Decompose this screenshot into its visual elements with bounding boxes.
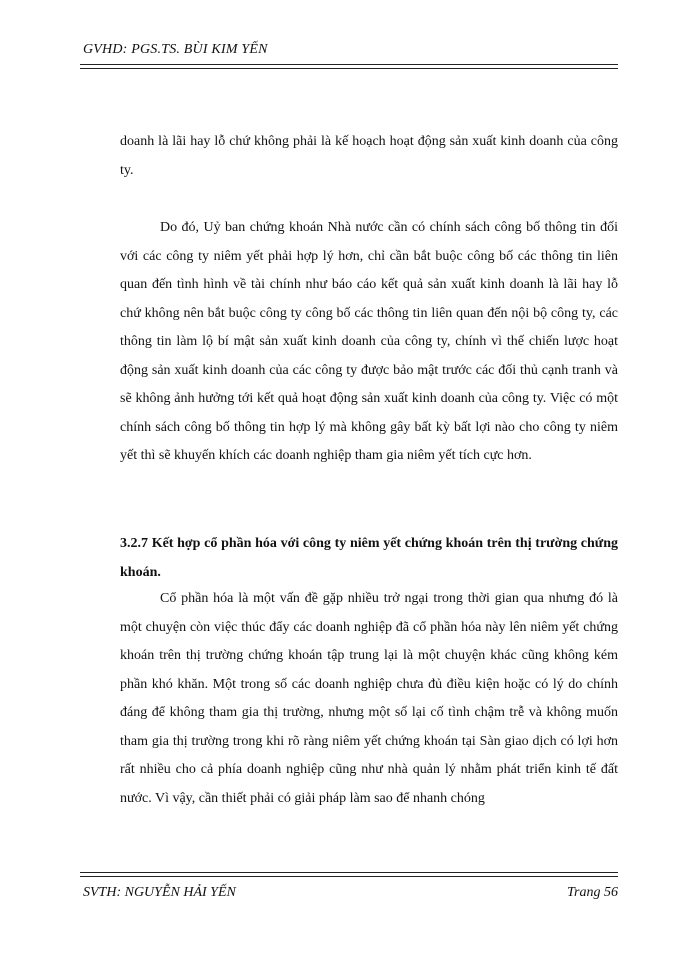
page-header-advisor: GVHD: PGS.TS. BÙI KIM YẾN bbox=[83, 42, 268, 57]
footer-student: SVTH: NGUYỄN HẢI YẾN bbox=[83, 885, 236, 900]
section-heading-3-2-7: 3.2.7 Kết hợp cổ phần hóa với công ty niêm yết chứng khoán trên thị trường chứng khoán. bbox=[120, 536, 618, 580]
footer-divider bbox=[80, 872, 618, 877]
footer-page-number: Trang 56 bbox=[567, 885, 618, 900]
header-divider bbox=[80, 64, 618, 69]
paragraph-disclosure-policy: Do đó, Uỷ ban chứng khoán Nhà nước cần có chính sách công bố thông tin đối với các công ty niêm yết phải hợp lý hơn, chỉ cần bắt buộc công bố các thông tin liên quan đến tình hình về tài chính như báo cáo kết quả sản xuất kinh doanh là lãi hay lỗ chứ không nên bắt buộc công ty công bố các thông tin liên quan đến nội bộ công ty, các thông tin làm lộ bí mật sản xuất kinh doanh của công ty, chính vì thế chiến lược hoạt động sản xuất kinh doanh của các công ty được bảo mật trước các đối thủ cạnh tranh và sẽ không ảnh hưởng tới kết quả hoạt động sản xuất kinh doanh của công ty. Việc có một chính sách công bố thông tin hợp lý mà không gây bất kỳ bất lợi nào cho công ty niêm yết thì sẽ khuyến khích các doanh nghiệp tham gia niêm yết tích cực hơn. bbox=[120, 220, 618, 463]
paragraph-equitization: Cổ phần hóa là một vấn đề gặp nhiều trở ngại trong thời gian qua nhưng đó là một chuyện còn việc thúc đẩy các doanh nghiệp đã cổ phần hóa này lên niêm yết chứng khoán trên thị trường chứng khoán tập trung lại là một chuyện khác cũng không kém phần khó khăn. Một trong số các doanh nghiệp chưa đủ điều kiện hoặc có lý do chính đáng để không tham gia thị trường, nhưng một số lại cố tình chậm trễ và không muốn tham gia thị trường trong khi rõ ràng niêm yết chứng khoán tại Sàn giao dịch có lợi hơn rất nhiều cho cả phía doanh nghiệp cũng như nhà quản lý nhằm phát triển kinh tế đất nước. Vì vậy, cần thiết phải có giải pháp làm sao để nhanh chóng bbox=[120, 591, 618, 806]
paragraph-continuation: doanh là lãi hay lỗ chứ không phải là kế hoạch hoạt động sản xuất kinh doanh của công ty. bbox=[120, 134, 618, 178]
